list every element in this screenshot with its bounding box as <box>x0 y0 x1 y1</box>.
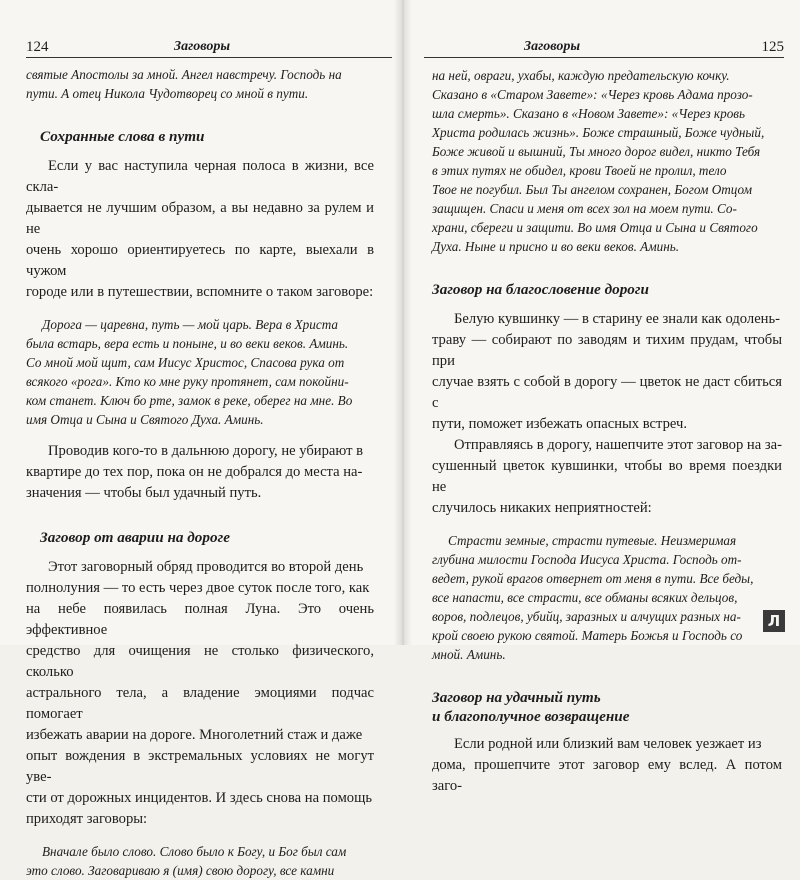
paragraph <box>432 309 782 435</box>
text-line: это слово. Заговариваю я (имя) свою дорогу, все камни <box>26 863 335 878</box>
right-page <box>402 0 800 794</box>
text-line: была встарь, вера есть и поныне, и во веки веков. Аминь. <box>26 336 349 351</box>
text-line: значения — чтобы был удачный путь. <box>26 485 262 501</box>
text-line: святые Апостолы за мной. Ангел навстречу. Господь на <box>26 67 342 82</box>
text-line: имя Отца и Сына и Святого Духа. Аминь. <box>26 412 264 427</box>
text-line: дома, прошепчите этот заговор ему вслед. А потом заго- <box>432 757 782 794</box>
text-line: на ней, овраги, ухабы, каждую предательскую кочку. <box>432 68 730 83</box>
text-line: Белую кувшинку — в старину ее знали как одолень- <box>454 311 781 327</box>
header-rule-right <box>424 57 784 58</box>
text-line: шла смерть». Сказано в «Новом Завете»: «Через кровь <box>432 106 746 121</box>
text-line: дывается не лучшим образом, а вы недавно за рулем и не <box>26 200 374 237</box>
text-line: траву — собирают по заводям и тихим прудам, чтобы при <box>432 332 782 369</box>
left-page-header <box>26 38 392 58</box>
prayer-text <box>432 66 782 256</box>
intro-prayer-end <box>26 66 374 103</box>
text-line: Сказано в «Старом Завете»: «Через кровь Адама прозо- <box>432 87 753 102</box>
text-line: Дорога — царевна, путь — мой царь. Вера в Христа <box>42 317 338 332</box>
text-line: на небе появилась полная Луна. Это очень эффективное <box>26 601 374 638</box>
text-line: полнолуния — то есть через двое суток после того, как <box>26 580 370 596</box>
right-page-body <box>432 66 782 797</box>
text-line: храни, сбереги и защити. Во имя Отца и Сына и Святого <box>432 220 758 235</box>
text-line: Если родной или близкий вам человек уезжает из <box>454 736 762 752</box>
left-page-body <box>26 66 374 880</box>
paragraph <box>432 734 782 797</box>
paragraph <box>432 435 782 519</box>
text-line: все напасти, все страсти, все обманы всяких дельцов, <box>432 590 738 605</box>
right-page-header <box>424 38 784 58</box>
text-line: Со мной мой щит, сам Иисус Христос, Спасова рука от <box>26 355 345 370</box>
text-line: случае взять с собой в дорогу — цветок не даст сбиться с <box>432 374 782 411</box>
paragraph <box>26 557 374 830</box>
section-heading: Сохранные слова в пути <box>40 128 205 145</box>
prayer-text <box>26 842 374 880</box>
book-gutter-shadow <box>394 0 412 645</box>
page-number-right: 125 <box>761 39 784 55</box>
text-line: опыт вождения в экстремальных условиях не могут уве- <box>26 748 374 785</box>
text-line: Проводив кого-то в дальнюю дорогу, не убирают в <box>48 443 364 459</box>
text-line: городе или в путешествии, вспомните о таком заговоре: <box>26 284 374 300</box>
running-title-right: Заговоры <box>524 39 581 54</box>
text-line: Отправляясь в дорогу, нашепчите этот заговор на за- <box>454 437 782 453</box>
heading-line: и благополучное возвращение <box>432 708 630 725</box>
publisher-logo-icon: Л <box>763 610 785 632</box>
text-line: защищен. Спаси и меня от всех зол на моем пути. Со- <box>432 201 737 216</box>
paragraph <box>26 156 374 303</box>
section-heading: Заговор на благословение дороги <box>432 281 649 298</box>
text-line: приходят заговоры: <box>26 811 148 827</box>
section-heading <box>432 688 782 726</box>
text-line: Страсти земные, страсти путевые. Неизмеримая <box>448 533 737 548</box>
text-line: ком станет. Ключ бо рте, замок в реке, оберег на мне. Во <box>26 393 353 408</box>
text-line: астрального тела, а владение эмоциями подчас помогает <box>26 685 374 722</box>
text-line: сушенный цветок кувшинки, чтобы во время поездки не <box>432 458 782 495</box>
text-line: Боже живой и вышний, Ты много дорог видел, никто Тебя <box>432 144 761 159</box>
text-line: Вначале было слово. Слово было к Богу, и Бог был сам <box>42 844 347 859</box>
prayer-text <box>26 315 374 429</box>
page-number-left: 124 <box>26 39 49 55</box>
text-line: в этих путях не обидел, крови Твоей не пролил, тело <box>432 163 727 178</box>
text-line: Твое не погубил. Был Ты ангелом сохранен, Богом Отцом <box>432 182 753 197</box>
section-heading: Заговор от аварии на дороге <box>40 529 230 546</box>
text-line: всякого «рога». Кто ко мне руку протянет, сам покойни- <box>26 374 349 389</box>
header-rule-left <box>26 57 392 58</box>
paragraph <box>26 441 374 504</box>
text-line: пути, поможет избежать опасных встреч. <box>432 416 687 432</box>
heading-line: Заговор на удачный путь <box>432 689 601 706</box>
text-line: избежать аварии на дороге. Многолетний стаж и даже <box>26 727 363 743</box>
text-line: воров, подлецов, убийц, заразных и алчущих разных на- <box>432 609 741 624</box>
text-line: ведет, рукой врагов отвернет от меня в пути. Все беды, <box>432 571 754 586</box>
text-line: Если у вас наступила черная полоса в жизни, все скла- <box>26 158 374 195</box>
text-line: очень хорошо ориентируетесь по карте, выехали в чужом <box>26 242 374 279</box>
text-line: пути. А отец Никола Чудотворец со мной в пути. <box>26 85 309 101</box>
text-line: средство для очищения не столько физического, сколько <box>26 643 374 680</box>
text-line: глубина милости Господа Иисуса Христа. Господь от- <box>432 552 742 567</box>
running-title-left: Заговоры <box>174 39 231 54</box>
text-line: Христа родилась жизнь». Боже страшный, Боже чудный, <box>432 125 765 140</box>
text-line: крой своею рукою святой. Матерь Божья и Господь со <box>432 628 743 643</box>
text-line: случилось никаких неприятностей: <box>432 500 652 516</box>
text-line: мной. Аминь. <box>432 647 506 662</box>
text-line: квартире до тех пор, пока он не добрался до места на- <box>26 464 363 480</box>
text-line: Духа. Ныне и присно и во веки веков. Аминь. <box>432 239 680 254</box>
prayer-text <box>432 531 782 664</box>
text-line: сти от дорожных инцидентов. И здесь снова на помощь <box>26 790 372 806</box>
text-line: Этот заговорный обряд проводится во второй день <box>48 559 364 575</box>
